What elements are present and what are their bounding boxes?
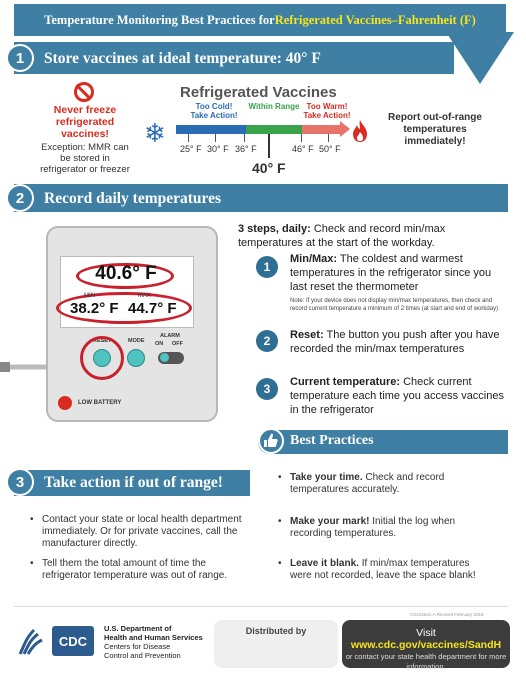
distributed-by-box xyxy=(214,620,338,668)
banner-prefix: Temperature Monitoring Best Practices for xyxy=(44,12,275,27)
best-practice-heading: Leave it blank. xyxy=(290,558,359,569)
dept-line: Control and Prevention xyxy=(104,651,181,660)
device-power-cord xyxy=(0,360,48,374)
action-item: • Tell them the total amount of time the refrigerator temperature was out of range. xyxy=(30,558,228,581)
section1-number: 1 xyxy=(6,44,34,72)
fire-icon xyxy=(352,120,368,142)
never-freeze-warning: Never freeze refrigerated vaccines! xyxy=(53,104,117,140)
tick-mark xyxy=(301,134,302,142)
dept-line: U.S. Department of xyxy=(104,624,172,633)
action-item: • Contact your state or local health department immediately. Or for private vaccines, call the manufacturer directly. xyxy=(30,514,242,549)
mode-label: MODE xyxy=(128,338,145,344)
alarm-toggle xyxy=(158,352,184,364)
tick-mark xyxy=(328,134,329,142)
step-body: The button you push after you have recorded the min/max temperatures xyxy=(290,329,500,355)
section2-title: Record daily temperatures xyxy=(44,190,222,207)
alarm-off-label: OFF xyxy=(172,341,183,347)
step-number: 1 xyxy=(256,256,278,278)
thermometer-arrow-tip xyxy=(340,121,350,137)
minmax-note: Note: If your device does not display min/max temperatures, then check and record current temperature a minimum of 2 times (at start and end of workday) xyxy=(290,298,499,312)
step-minmax xyxy=(290,252,508,294)
section2-number: 2 xyxy=(6,184,34,212)
tick-label: 50° F xyxy=(319,144,341,154)
tick-mark xyxy=(188,134,189,142)
within-range-label: Within Range xyxy=(248,102,300,111)
dept-line: Centers for Disease xyxy=(104,642,171,651)
too-warm-label: Too Warm! Take Action! xyxy=(303,102,351,120)
step-body: The coldest and warmest temperatures in the refrigerator since you last reset the thermometer xyxy=(290,253,492,293)
max-label: MAX xyxy=(138,293,152,299)
min-label: MIN xyxy=(84,293,95,299)
best-practice-text: Initial the log when recording temperatures. xyxy=(290,516,456,539)
visit-subtext: or contact your state health department for more information. xyxy=(345,652,507,671)
snowflake-icon: ❄ xyxy=(144,118,166,148)
publication-reference: CS243541-A Revised February 2018 xyxy=(410,612,484,617)
distributed-by-label: Distributed by xyxy=(245,626,307,636)
refrigerated-vaccines-title: Refrigerated Vaccines xyxy=(180,84,337,101)
low-battery-light xyxy=(58,396,72,410)
cdc-logo: CDC xyxy=(52,626,94,656)
hhs-department-text xyxy=(104,624,204,660)
page-banner xyxy=(14,4,506,36)
report-out-of-range: Report out-of-range temperatures immediately! xyxy=(388,112,482,147)
best-practice-heading: Take your time. xyxy=(290,472,363,483)
min-reading: 38.2° F xyxy=(70,300,119,317)
step-heading: Current temperature: xyxy=(290,376,401,388)
step-number: 3 xyxy=(256,378,278,400)
tick-label: 46° F xyxy=(292,144,314,154)
mode-button xyxy=(127,349,145,367)
step-heading: Min/Max: xyxy=(290,253,338,265)
current-temp-reading: 40.6° F xyxy=(95,263,157,284)
reset-button xyxy=(93,349,111,367)
step-body: Check current temperature each time you access vaccines in the refrigerator xyxy=(290,376,504,416)
warm-range-band xyxy=(302,125,340,134)
cold-range-band xyxy=(176,125,246,134)
tick-label: 30° F xyxy=(207,144,229,154)
best-practice-item: • Leave it blank. If min/max temperatures were not recorded, leave the space blank! xyxy=(278,558,476,581)
ideal-tick xyxy=(268,134,270,158)
banner-highlight: Refrigerated Vaccines–Fahrenheit (F) xyxy=(274,12,476,27)
section1-arrow xyxy=(446,32,514,84)
too-cold-label: Too Cold! Take Action! xyxy=(190,102,238,120)
steps-intro-bold: 3 steps, daily: xyxy=(238,223,311,235)
steps-intro xyxy=(238,222,508,250)
step-current xyxy=(290,375,508,417)
best-practice-item: • Make your mark! Initial the log when recording temperatures. xyxy=(278,516,456,539)
thumbs-up-icon xyxy=(258,428,284,454)
within-range-band xyxy=(246,125,302,134)
ideal-temperature: 40° F xyxy=(252,160,286,176)
best-practice-heading: Make your mark! xyxy=(290,516,370,527)
best-practice-item: • Take your time. Check and record temperatures accurately. xyxy=(278,472,445,495)
steps-intro-text: Check and record min/max temperatures at the start of the workday. xyxy=(238,223,446,249)
mmr-exception: Exception: MMR can be stored in refrigerator or freezer xyxy=(40,142,130,175)
visit-prefix: Visit xyxy=(416,627,436,639)
footer-divider xyxy=(14,606,508,607)
alarm-label: ALARM xyxy=(160,333,180,339)
max-reading: 44.7° F xyxy=(128,300,177,317)
best-practice-text: Check and record temperatures accurately. xyxy=(290,472,445,495)
section1-title: Store vaccines at ideal temperature: 40° F xyxy=(44,50,321,67)
visit-url-link[interactable]: www.cdc.gov/vaccines/SandH xyxy=(350,639,502,651)
tick-mark xyxy=(215,134,216,142)
low-battery-label: LOW BATTERY xyxy=(78,400,122,406)
section3-number: 3 xyxy=(6,468,34,496)
dept-line: Health and Human Services xyxy=(104,633,203,642)
visit-website-box xyxy=(342,620,510,671)
reset-label: RESET xyxy=(93,338,112,344)
step-number: 2 xyxy=(256,330,278,352)
no-freeze-icon xyxy=(74,82,94,102)
hhs-logo-icon xyxy=(16,624,44,658)
alarm-on-label: ON xyxy=(155,341,164,347)
best-practices-title: Best Practices xyxy=(290,433,374,448)
tick-label: 36° F xyxy=(235,144,257,154)
step-reset xyxy=(290,328,508,356)
best-practice-text: If min/max temperatures were not recorded, leave the space blank! xyxy=(290,558,476,581)
tick-mark xyxy=(244,134,245,142)
tick-label: 25° F xyxy=(180,144,202,154)
step-heading: Reset: xyxy=(290,329,324,341)
visit-line xyxy=(342,627,510,651)
section3-title: Take action if out of range! xyxy=(44,474,223,491)
action-text: Contact your state or local health department immediately. Or for private vaccines, call the manufacturer directly. xyxy=(42,514,242,549)
action-text: Tell them the total amount of time the refrigerator temperature was out of range. xyxy=(42,558,228,581)
